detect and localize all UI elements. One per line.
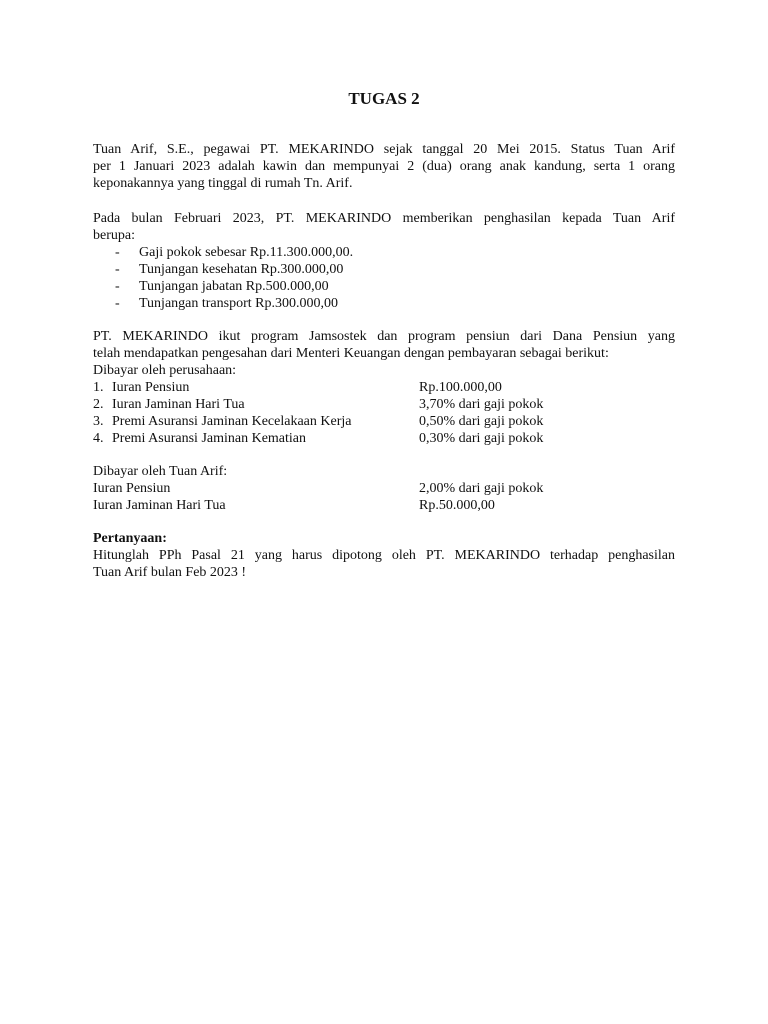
company-heading: [93, 362, 675, 379]
income-item-text: Tunjangan jabatan Rp.500.000,00: [139, 279, 329, 294]
list-item: [115, 244, 675, 261]
item-label: Iuran Jaminan Hari Tua: [112, 397, 245, 412]
item-value: 3,70% dari gaji pokok: [419, 397, 544, 412]
income-item-text: Gaji pokok sebesar Rp.11.300.000,00.: [139, 245, 354, 260]
intro-line-3: keponakannya yang tinggal di rumah Tn. Arif.: [93, 176, 353, 191]
table-row: [93, 480, 675, 497]
item-label: Iuran Jaminan Hari Tua: [93, 498, 226, 513]
employee-heading-text: Dibayar oleh Tuan Arif:: [93, 464, 228, 479]
item-label: Iuran Pensiun: [93, 481, 171, 496]
item-value: 0,50% dari gaji pokok: [419, 414, 544, 429]
item-value: Rp.50.000,00: [419, 498, 495, 513]
intro-paragraph: [93, 141, 675, 192]
item-value: 2,00% dari gaji pokok: [419, 481, 544, 496]
table-row: [93, 379, 675, 396]
list-item: [115, 261, 675, 278]
question-heading: Pertanyaan:: [93, 531, 167, 546]
income-paragraph: [93, 210, 675, 244]
question-section: [93, 530, 675, 581]
list-item: [115, 295, 675, 312]
question-line-2: Tuan Arif bulan Feb 2023 !: [93, 565, 247, 580]
item-number: 3.: [93, 414, 104, 429]
table-row: [93, 396, 675, 413]
table-row: [93, 497, 675, 514]
item-number: 1.: [93, 380, 104, 395]
company-contributions: [93, 362, 675, 447]
pension-line-2: telah mendapatkan pengesahan dari Menteri Keuangan dengan pembayaran sebagai berikut:: [93, 346, 609, 361]
income-item-text: Tunjangan kesehatan Rp.300.000,00: [139, 262, 344, 277]
employee-contributions: [93, 463, 675, 514]
item-value: Rp.100.000,00: [419, 380, 502, 395]
pension-paragraph: [93, 328, 675, 362]
company-heading-text: Dibayar oleh perusahaan:: [93, 363, 237, 378]
item-number: 2.: [93, 397, 104, 412]
document-title: TUGAS 2: [348, 89, 420, 108]
table-row: [93, 430, 675, 447]
item-value: 0,30% dari gaji pokok: [419, 431, 544, 446]
table-row: [93, 413, 675, 430]
list-item: [115, 278, 675, 295]
income-line-1: Pada bulan Februari 2023, PT. MEKARINDO memberikan penghasilan kepada Tuan Arif: [93, 211, 675, 226]
item-label: Premi Asuransi Jaminan Kecelakaan Kerja: [112, 414, 352, 429]
income-item-text: Tunjangan transport Rp.300.000,00: [139, 296, 338, 311]
item-label: Iuran Pensiun: [112, 380, 190, 395]
bullet-dash: -: [115, 245, 120, 260]
income-list: [115, 244, 675, 312]
intro-line-2: per 1 Januari 2023 adalah kawin dan mempunyai 2 (dua) orang anak kandung, serta 1 orang: [93, 159, 675, 174]
intro-line-1: Tuan Arif, S.E., pegawai PT. MEKARINDO sejak tanggal 20 Mei 2015. Status Tuan Arif: [93, 142, 675, 157]
bullet-dash: -: [115, 262, 120, 277]
bullet-dash: -: [115, 296, 120, 311]
question-line-1: Hitunglah PPh Pasal 21 yang harus dipotong oleh PT. MEKARINDO terhadap penghasilan: [93, 548, 675, 563]
employee-heading: [93, 463, 675, 480]
item-number: 4.: [93, 431, 104, 446]
income-line-2: berupa:: [93, 228, 135, 243]
bullet-dash: -: [115, 279, 120, 294]
item-label: Premi Asuransi Jaminan Kematian: [112, 431, 307, 446]
pension-line-1: PT. MEKARINDO ikut program Jamsostek dan program pensiun dari Dana Pensiun yang: [93, 329, 675, 344]
